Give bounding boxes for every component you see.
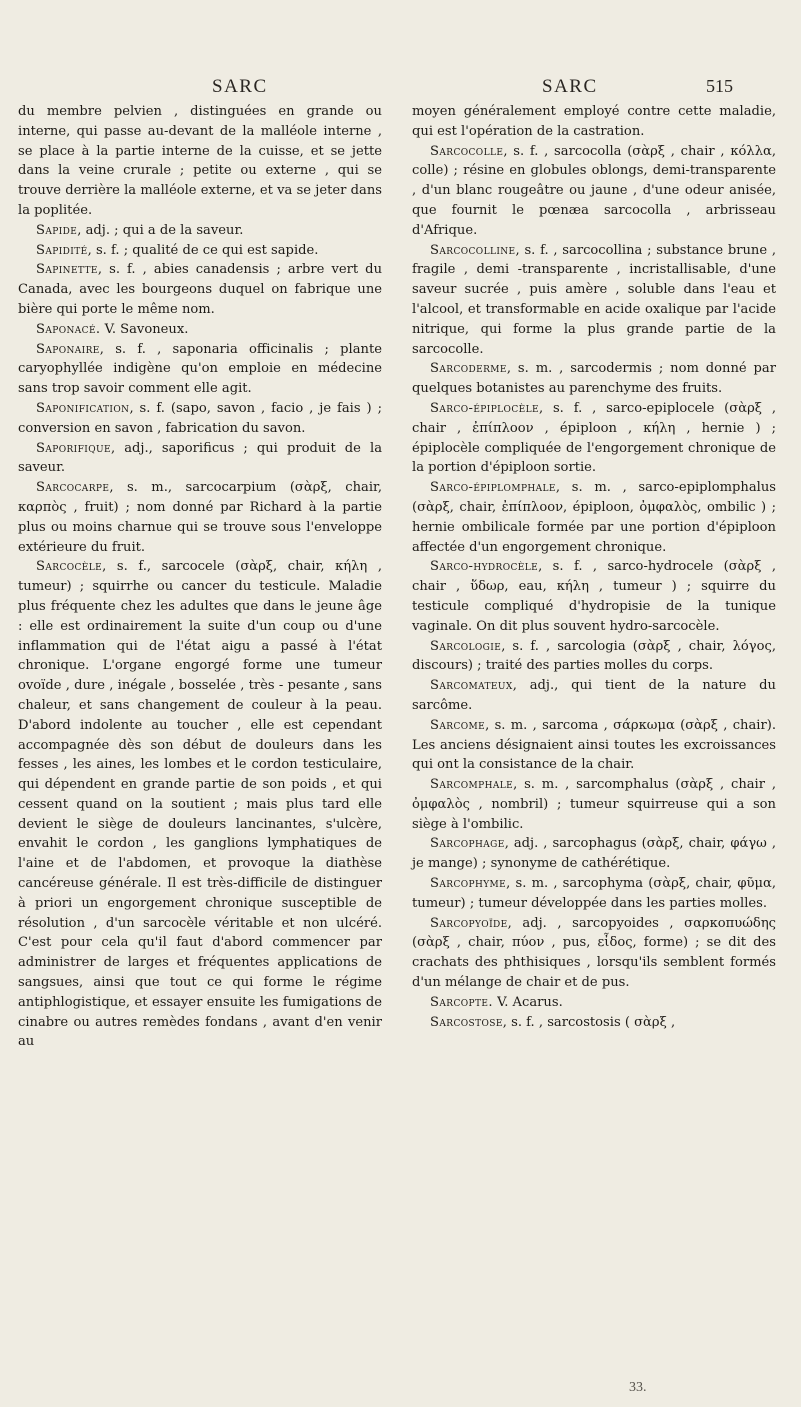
entry-headword: Saponaire [36,341,100,357]
entry-headword: Sarcoderme [430,361,507,377]
entry-headword: Sarcostose [430,1014,503,1030]
entry-headword: Sapide [36,222,78,238]
entry-headword: Sarcocèle [36,559,103,575]
entry-headword: Sarcomphale [430,777,514,793]
entry-body: , adj. ; qui a de la saveur. [77,222,244,238]
entry-body: , s. f., sarcocele (σὰρξ, chair, κήλη , tumeur) ; squirrhe ou cancer du testicule. Maladie plus fréquente chez les adultes que dans le jeune âge : elle est ordinairement la suite d'un coup ou d'une inflammation qui de l'état aigu a passé à l'état chronique. L'organe engorgé forme une tumeur ovoïde , dure , inégale , bosselée , très - pesante , sans chaleur, et sans changement de couleur à la peau. D'abord indolente au toucher , elle est cependant accompagnée dès son début de douleurs dans les fesses , les aines, les lombes et le cordon testiculaire, qui dépendent en grande partie de son poids , et qui cessent quand on la soutient ; mais plus tard elle devient le siège de douleurs lancinantes, s'ulcère, envahit le cordon , les ganglions lymphatiques de l'aine et de l'abdomen, et provoque la diathèse cancéreuse générale. Il est très-difficile de distinguer à priori un engorgement chronique susceptible de résolution , d'un sarcocèle véritable et non ulcéré. C'est pour cela qu'il faut d'abord commencer par administrer de larges et fréquentes applications de sangsues, ainsi que tout ce qui forme le régime antiphlogistique, et essayer ensuite les fumigations de cinabre ou autres remèdes fondans , avant d'en venir au [18,559,382,1050]
entry-body: moyen généralement employé contre cette maladie, qui est l'opération de la castration. [412,104,776,139]
dictionary-entry [412,914,776,993]
running-head-left: SARC [212,76,268,97]
dictionary-entry [412,874,776,914]
dictionary-entry [412,359,776,399]
entry-body: V. Savoneux. [100,321,189,337]
entry-body: , adj., qui tient de la nature du sarcôme. [412,678,776,713]
dictionary-entry [412,775,776,834]
entry-body: , s. f. , sarco-epiplocele (σὰρξ , chair , ἐπίπλοον , épiploon , κήλη , hernie ) ; épiplocèle compliquée de l'engorgement chronique de la portion d'épiploon sortie. [412,400,776,476]
dictionary-entry [412,102,776,142]
entry-body: , s. f. , sarco-hydrocele (σὰρξ , chair , ὕδωρ, eau, κήλη , tumeur ) ; squirre du testicule compliqué d'hydropisie de la tunique vaginale. On dit plus souvent hydro-sarcocèle. [412,559,776,634]
dictionary-entry [18,557,382,1052]
dictionary-entry [18,320,382,340]
entry-body: , s. f. , sarcologia (σὰρξ , chair, λόγος, discours) ; traité des parties molles du corps. [412,638,776,674]
entry-body: , s. f. , sarcocolla (σὰρξ , chair , κόλλα, colle) ; résine en globules oblongs, demi-transparente , d'un blanc rougeâtre ou jaune , d'une odeur anisée, que fournit le pœnæa sarcocolla , arbrisseau d'Afrique. [412,143,776,238]
dictionary-entry [18,221,382,241]
entry-headword: Sarcophyme [430,876,507,892]
entry-headword: Sarco-épiplocèle [430,400,539,416]
dictionary-entry [18,260,382,319]
entry-headword: Sapidité [36,242,88,258]
entry-body: , s. f. (sapo, savon , facio , je fais ) ; conversion en savon , fabrication du savon. [18,400,382,436]
entry-headword: Sarcomateux [430,678,513,694]
page-number: 515 [706,76,733,96]
entry-body: , adj. , sarcophagus (σὰρξ, chair, φάγω , je mange) ; synonyme de cathérétique. [412,836,776,872]
dictionary-entry [18,478,382,557]
left-column [18,102,382,1052]
entry-body: , s. m., sarcocarpium (σὰρξ, chair, καρπὸς , fruit) ; nom donné par Richard à la partie plus ou moins charnue qui se trouve sous l'enveloppe extérieure du fruit. [18,480,382,555]
entry-headword: Sarcologie [430,638,502,654]
dictionary-entry [18,102,382,221]
dictionary-entry [412,1013,776,1033]
dictionary-entry [412,241,776,360]
entry-headword: Sarcophage [430,836,505,852]
dictionary-entry [412,676,776,716]
running-head-right: SARC [542,76,598,97]
entry-headword: Sarcocolle [430,143,504,159]
entry-headword: Sarcocolline [430,242,516,258]
entry-headword: Saporifique [36,440,111,456]
dictionary-entry [18,340,382,399]
entry-headword: Sarcocarpe [36,480,110,496]
entry-body: , s. f. , sarcostosis ( σὰρξ , [502,1014,676,1030]
entry-body: , s. m. , sarcomphalus (σὰρξ , chair , ὀμφαλὸς , nombril) ; tumeur squirreuse qui a son siège à l'ombilic. [412,777,776,832]
entry-body: V. Acarus. [492,994,563,1010]
dictionary-entry [412,834,776,874]
entry-body: , s. m. , sarcodermis ; nom donné par quelques botanistes au parenchyme des fruits. [412,361,776,397]
entry-body: , s. f. , saponaria officinalis ; plante caryophyllée indigène qu'on emploie en médecine sans trop savoir comment elle agit. [18,341,382,397]
entry-body: , adj., saporificus ; qui produit de la saveur. [18,440,382,476]
dictionary-entry [412,557,776,636]
entry-headword: Sarcopyoïde [430,915,508,931]
entry-body: , s. m. , sarcoma , σάρκωμα (σὰρξ , chair). Les anciens désignaient ainsi toutes les excroissances qui ont la consistance de la chair. [412,717,776,773]
dictionary-entry [18,439,382,479]
right-column [412,102,776,1032]
entry-headword: Sarcome [430,717,486,733]
dictionary-entry [412,142,776,241]
entry-headword: Saponacé. [36,321,101,337]
entry-headword: Sarcopte. [430,994,493,1010]
entry-body: , adj. , sarcopyoides , σαρκοπυώδης (σὰρξ , chair, πύον , pus, εἶδος, forme) ; se dit des crachats des phthisiques , lorsqu'ils semblent formés d'un mélange de chair et de pus. [412,915,776,991]
entry-headword: Sarco-hydrocèle [430,559,539,575]
entry-body: , s. f. ; qualité de ce qui est sapide. [87,242,319,258]
entry-headword: Sarco-épiplomphale [430,480,556,496]
dictionary-entry [412,478,776,557]
entry-headword: Sapinette [36,262,98,278]
dictionary-entry [18,241,382,261]
dictionary-entry [18,399,382,439]
entry-body: , s. f. , abies canadensis ; arbre vert du Canada, avec les bourgeons duquel on fabrique une bière qui porte le même nom. [18,262,382,317]
entry-body: du membre pelvien , distinguées en grande ou interne, qui passe au-devant de la malléole interne , se place à la partie interne de la cuisse, et se jette dans la veine crurale ; petite ou externe , qui se trouve derrière la malléole externe, et va se jeter dans la poplitée. [18,104,382,218]
entry-body: , s. m. , sarcophyma (σὰρξ, chair, φῦμα, tumeur) ; tumeur développée dans les parties molles. [412,876,776,911]
dictionary-entry [412,716,776,775]
signature-mark: 33. [629,1380,647,1395]
dictionary-entry [412,637,776,677]
entry-headword: Saponification [36,400,130,416]
dictionary-entry [412,993,776,1013]
dictionary-entry [412,399,776,478]
entry-body: , s. f. , sarcocollina ; substance brune , fragile , demi -transparente , incristallisable, d'une saveur sucrée , puis amère , soluble dans l'eau et l'alcool, et transformable en acide oxalique par l'acide nitrique, qui forme la plus grande partie de la sarcocolle. [412,242,776,357]
entry-body: , s. m. , sarco-epiplomphalus (σὰρξ, chair, ἐπίπλοον, épiploon, ὀμφαλὸς, ombilic ) ; hernie ombilicale formée par une portion d'épiploon affectée d'un engorgement chronique. [412,480,776,555]
